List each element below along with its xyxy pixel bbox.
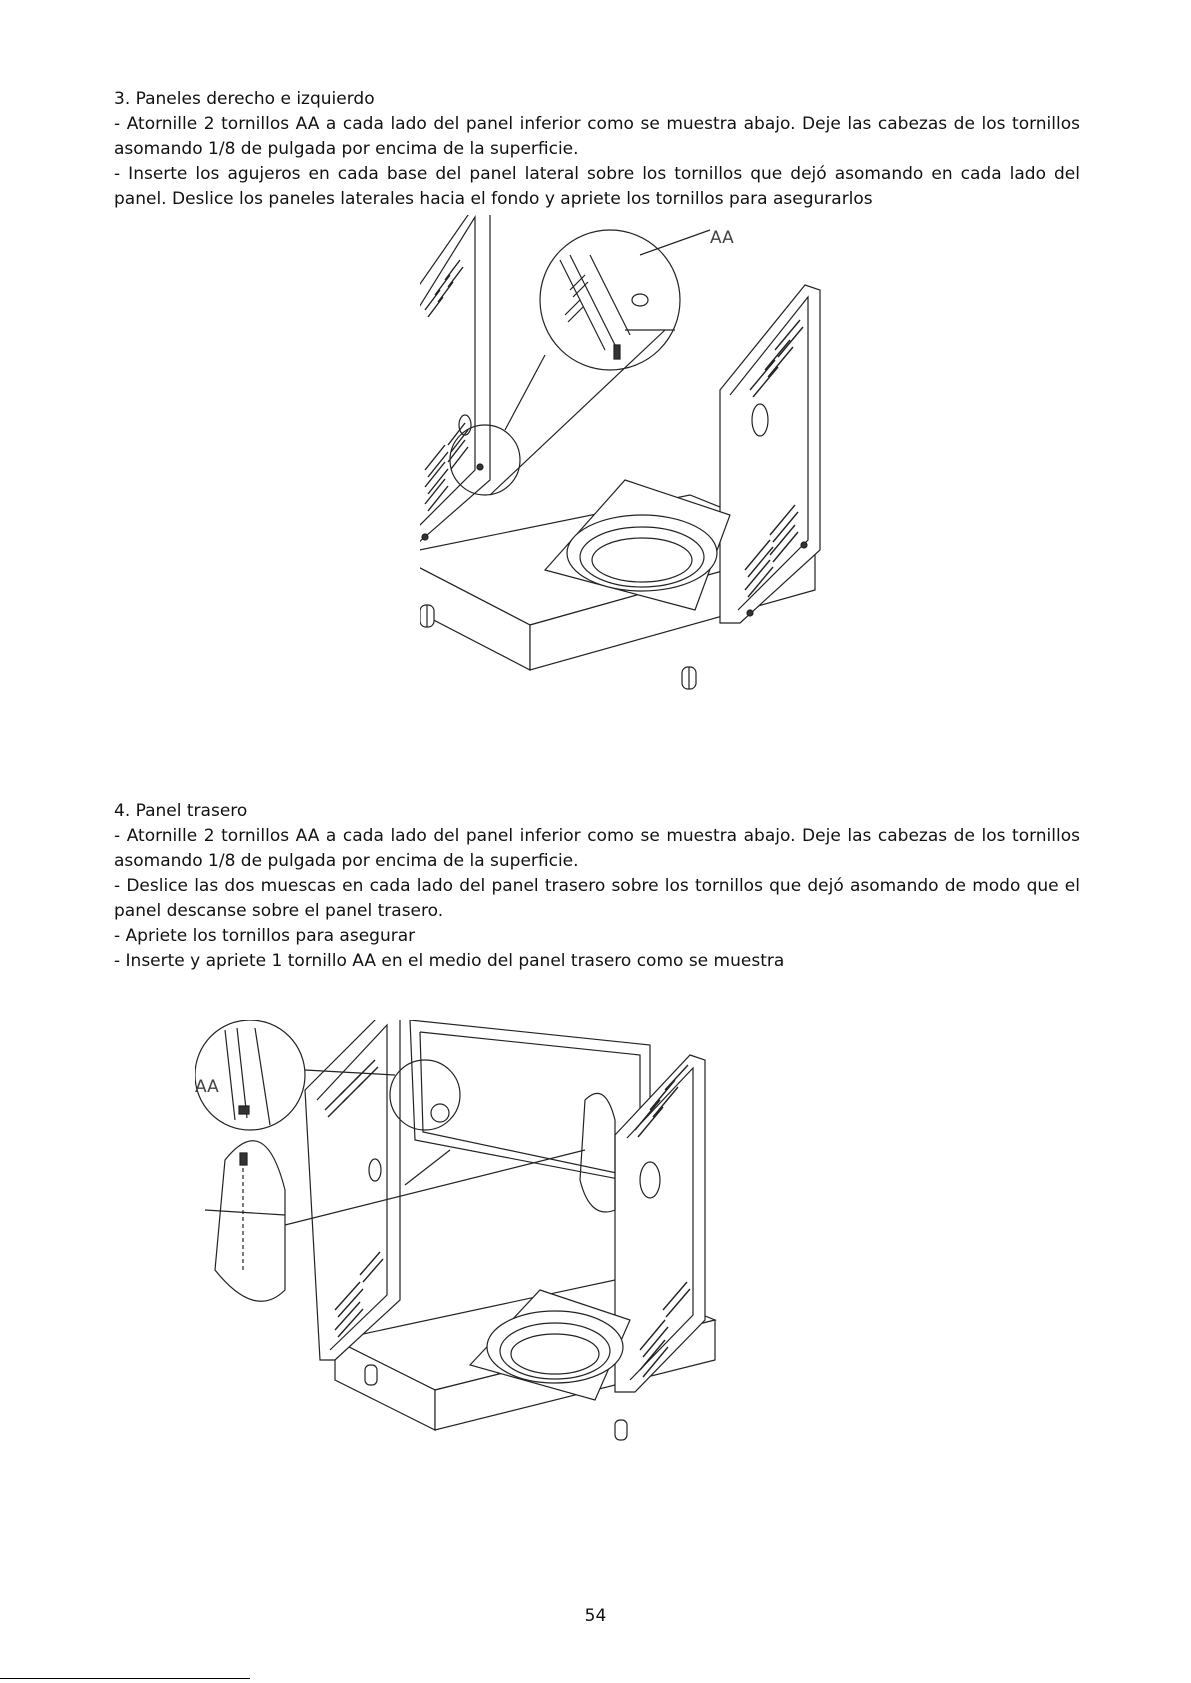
footer-rule xyxy=(0,1678,250,1679)
left-side-panel xyxy=(420,215,490,550)
section-4-paragraph-3: - Apriete los tornillos para asegurar xyxy=(114,926,416,946)
figure-back-panel-assembly xyxy=(195,1020,795,1480)
section-4-paragraph-1: - Atornille 2 tornillos AA a cada lado del panel inferior como se muestra abajo. Deje las cabezas de los tornillos asomando 1/8 de pulgada por encima de la superficie. xyxy=(114,826,1080,871)
section-4-heading: 4. Panel trasero xyxy=(114,801,248,821)
zoom-circle-large xyxy=(540,230,680,370)
caster-right xyxy=(682,667,696,689)
caster-left xyxy=(420,605,434,627)
screw-label-aa: AA xyxy=(195,1077,219,1097)
caster-left xyxy=(365,1365,377,1385)
figure-side-panels-assembly xyxy=(420,215,900,760)
page-number: 54 xyxy=(584,1606,607,1626)
screw-label-aa: AA xyxy=(710,228,734,248)
section-3-paragraph-1: - Atornille 2 tornillos AA a cada lado del panel inferior como se muestra abajo. Deje las cabezas de los tornillos asomando 1/8 de pulgada por encima de la superficie. xyxy=(114,114,1080,159)
section-4 xyxy=(114,799,1080,974)
back-panel xyxy=(410,1020,650,1185)
section-4-paragraph-4: - Inserte y apriete 1 tornillo AA en el medio del panel trasero como se muestra xyxy=(114,951,785,971)
section-3-paragraph-2: - Inserte los agujeros en cada base del panel lateral sobre los tornillos que dejó asomando en cada lado del panel. Deslice los paneles laterales hacia el fondo y apriete los tornillos para asegurarlos xyxy=(114,164,1080,209)
section-4-paragraph-2: - Deslice las dos muescas en cada lado del panel trasero sobre los tornillos que dejó asomando de modo que el panel descanse sobre el panel trasero. xyxy=(114,876,1080,921)
caster-right xyxy=(615,1420,627,1440)
section-3-heading: 3. Paneles derecho e izquierdo xyxy=(114,89,375,109)
section-3 xyxy=(114,87,1080,212)
